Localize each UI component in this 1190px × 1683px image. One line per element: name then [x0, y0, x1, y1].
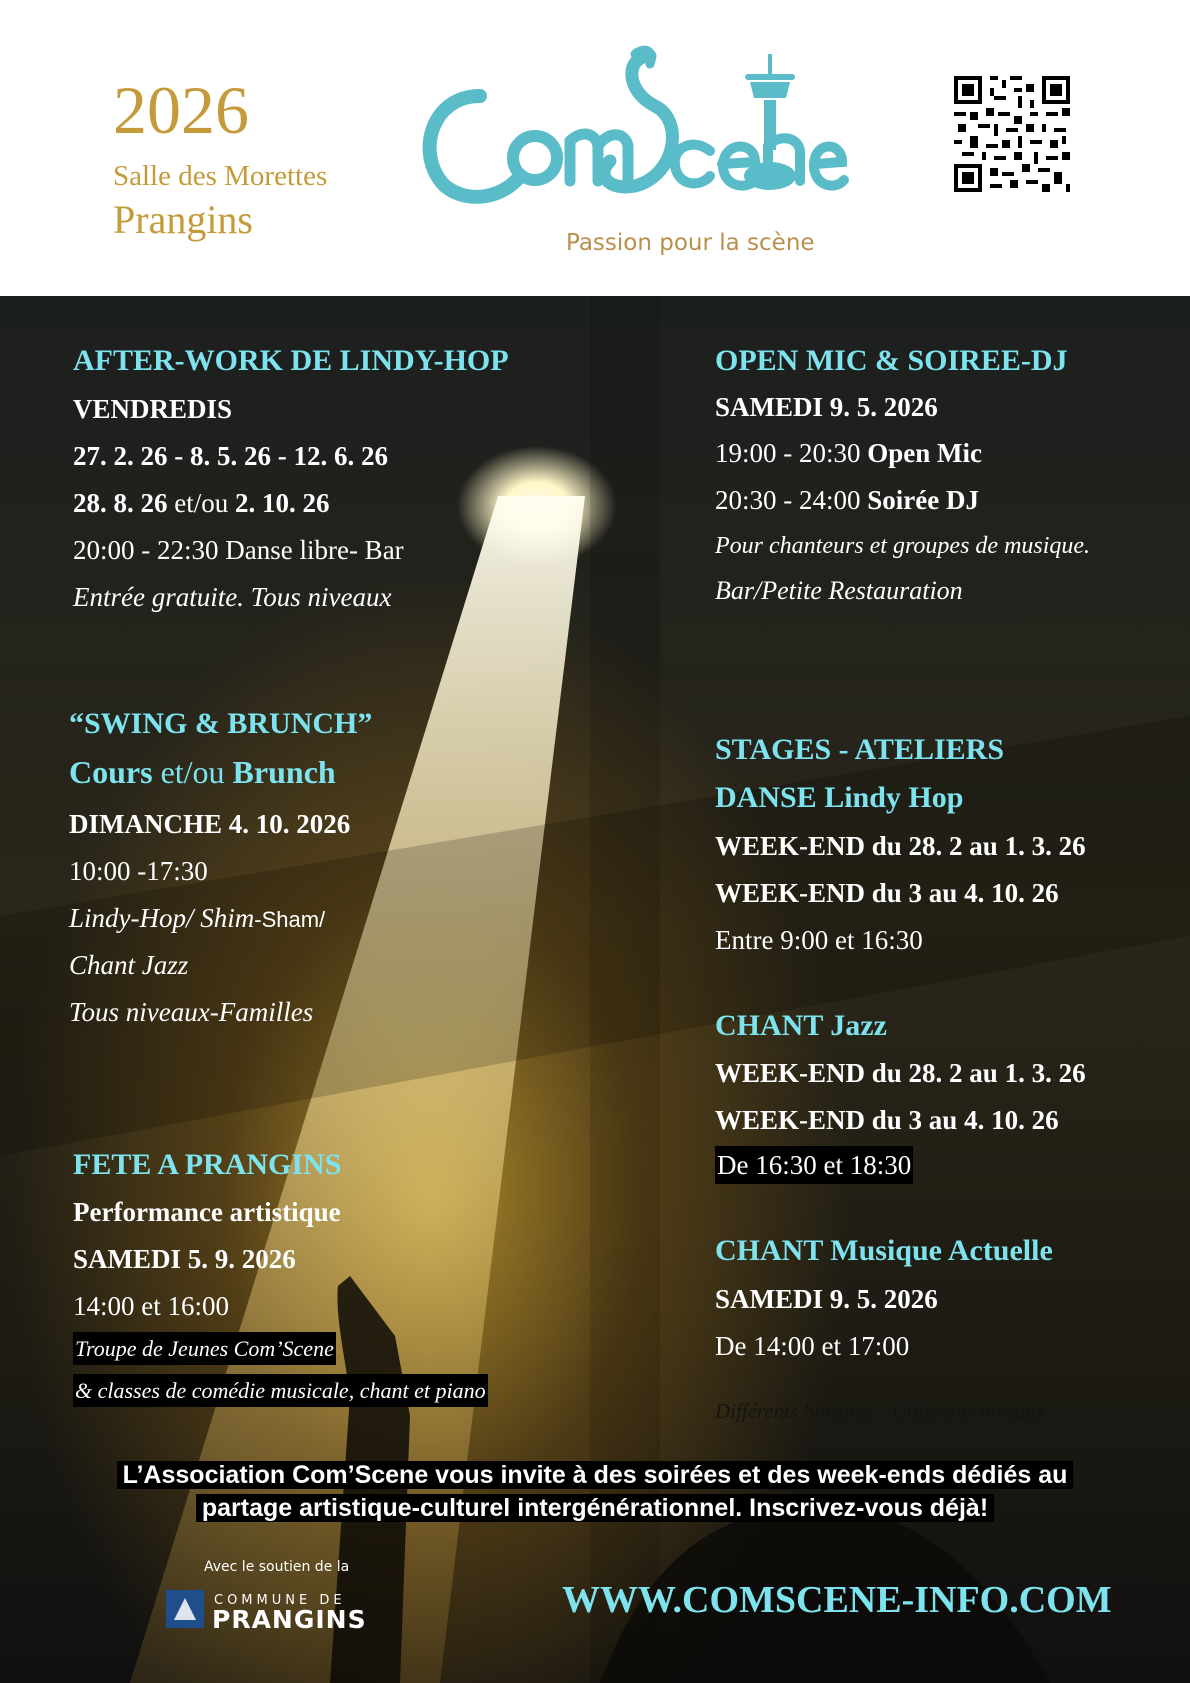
stages-jazz-time: De 16:30 et 18:30 [715, 1152, 913, 1179]
stages-title: STAGES - ATELIERS [715, 733, 1004, 766]
qr-code-icon[interactable] [954, 76, 1070, 192]
lindy-note: Entrée gratuite. Tous niveaux [73, 582, 392, 612]
lindy-dates-line1: 27. 2. 26 - 8. 5. 26 - 12. 6. 26 [73, 441, 388, 471]
stages-note: Différents horaires - Différents niveaux [715, 1399, 1046, 1423]
stages-jazz-title: CHANT Jazz [715, 1009, 887, 1042]
stages-danse-weekend1: WEEK-END du 28. 2 au 1. 3. 26 [715, 831, 1086, 861]
comscene-logo-icon [410, 36, 850, 226]
header [0, 0, 1190, 296]
commune-big-text: PRANGINS [212, 1605, 367, 1632]
venue: Salle des Morettes [113, 160, 328, 192]
openmic-title: OPEN MIC & SOIREE-DJ [715, 344, 1068, 377]
fete-date: SAMEDI 5. 9. 2026 [73, 1244, 296, 1274]
commune-prangins-logo [166, 1588, 386, 1632]
lindy-title: AFTER-WORK DE LINDY-HOP [73, 344, 509, 377]
fete-line1: Troupe de Jeunes Com’Scene [73, 1338, 336, 1360]
fete-time: 14:00 et 16:00 [73, 1291, 229, 1321]
stages-danse-weekend2: WEEK-END du 3 au 4. 10. 26 [715, 878, 1059, 908]
openmic-date: SAMEDI 9. 5. 2026 [715, 392, 938, 422]
swing-time: 10:00 -17:30 [69, 856, 208, 886]
openmic-line1: 19:00 - 20:30 Open Mic [715, 438, 982, 468]
swing-title: “SWING & BRUNCH” [69, 707, 373, 740]
website-link[interactable]: WWW.COMSCENE-INFO.COM [562, 1579, 1112, 1621]
town: Prangins [113, 197, 253, 242]
swing-subtitle: Cours et/ou Brunch [69, 754, 336, 790]
fete-title: FETE A PRANGINS [73, 1148, 342, 1181]
lindy-time: 20:00 - 22:30 Danse libre- Bar [73, 535, 404, 565]
swing-date: DIMANCHE 4. 10. 2026 [69, 809, 351, 839]
support-label: Avec le soutien de la [204, 1559, 350, 1575]
openmic-line2: 20:30 - 24:00 Soirée DJ [715, 485, 979, 515]
tagline: Passion pour la scène [566, 230, 815, 256]
stages-jazz-weekend2: WEEK-END du 3 au 4. 10. 26 [715, 1105, 1059, 1135]
openmic-note1: Pour chanteurs et groupes de musique. [715, 533, 1091, 559]
commune-small-text: COMMUNE DE [214, 1593, 346, 1608]
year: 2026 [113, 72, 249, 148]
swing-line3: Tous niveaux-Familles [69, 997, 314, 1027]
stages-danse-title: DANSE Lindy Hop [715, 781, 964, 814]
lindy-day: VENDREDIS [73, 394, 233, 424]
lindy-dates-line2: 28. 8. 26 et/ou 2. 10. 26 [73, 488, 330, 518]
stages-actuelle-date: SAMEDI 9. 5. 2026 [715, 1284, 938, 1314]
swing-line1: Lindy-Hop/ Shim-Sham/ [69, 903, 326, 933]
poster-background [0, 296, 1190, 1683]
invitation-message: L’Association Com’Scene vous invite à des soirées et des week-ends dédiés au partage artistique-culturel intergénérationnel. Inscrivez-vous déjà! [0, 1459, 1190, 1524]
openmic-note2: Bar/Petite Restauration [715, 576, 963, 605]
stages-actuelle-title: CHANT Musique Actuelle [715, 1234, 1053, 1267]
fete-line2: & classes de comédie musicale, chant et piano [73, 1380, 488, 1402]
stages-danse-time: Entre 9:00 et 16:30 [715, 925, 923, 955]
stages-actuelle-time: De 14:00 et 17:00 [715, 1331, 910, 1361]
stages-jazz-weekend1: WEEK-END du 28. 2 au 1. 3. 26 [715, 1058, 1086, 1088]
fete-subtitle: Performance artistique [73, 1197, 341, 1227]
swing-line2: Chant Jazz [69, 950, 189, 980]
